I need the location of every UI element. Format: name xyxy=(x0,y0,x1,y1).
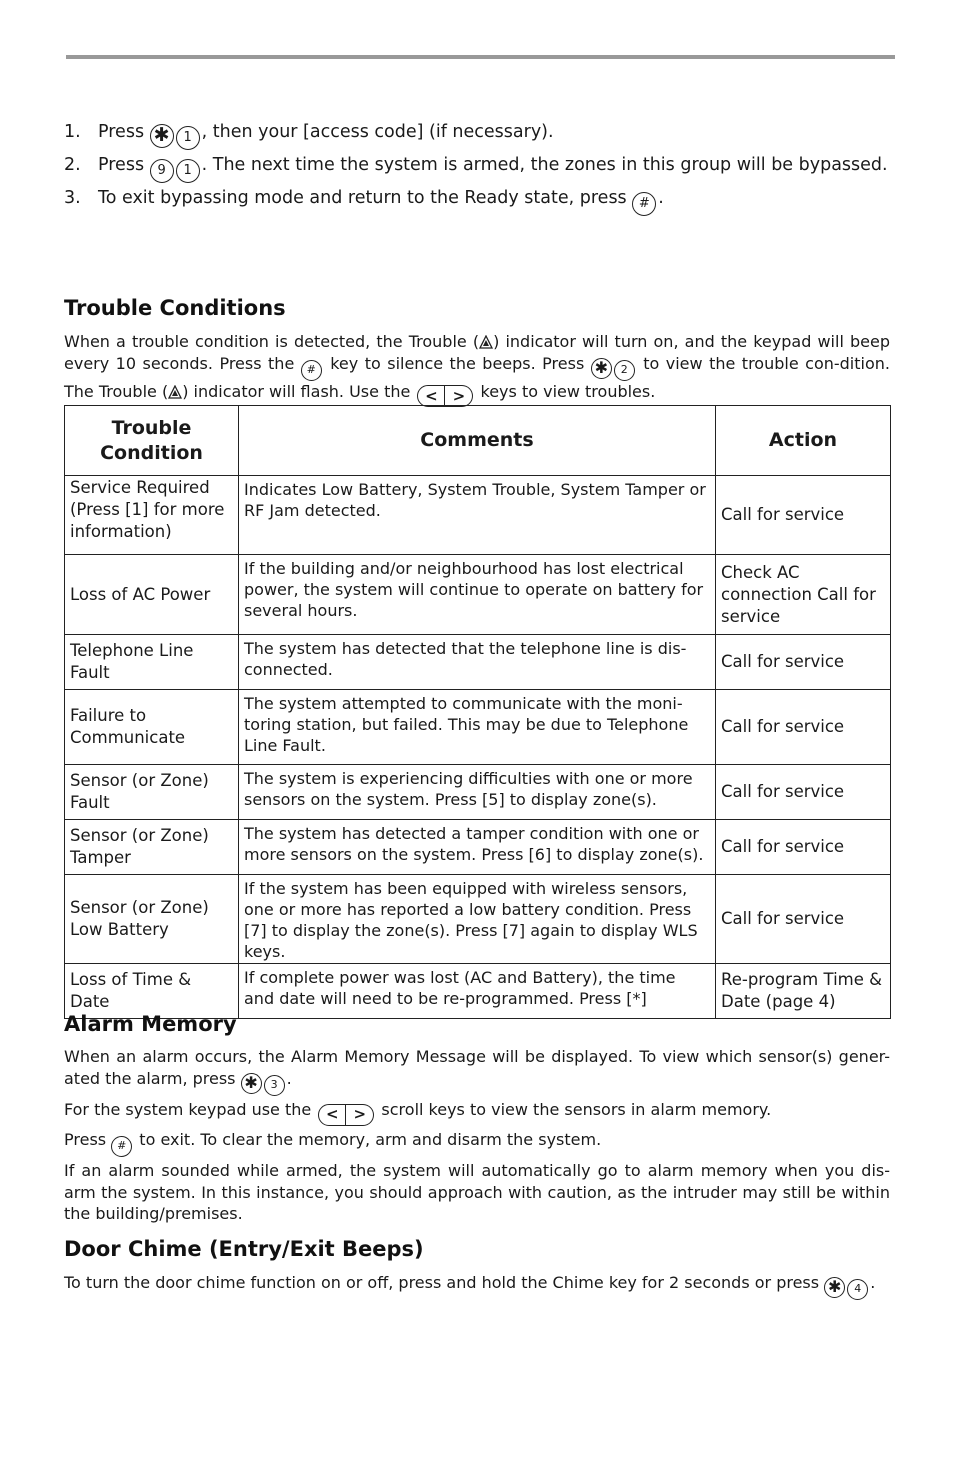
table-row xyxy=(65,555,891,635)
trouble-triangle-icon xyxy=(168,385,182,399)
text: key to silence the beeps. Press xyxy=(330,353,585,373)
table-header-row xyxy=(65,406,891,476)
right-arrow-key-icon: > xyxy=(445,385,473,407)
comment-cell: The system has detected that the telephone line is dis-connected. xyxy=(239,635,716,690)
action-cell: Call for service xyxy=(716,875,891,964)
hash-key-icon: # xyxy=(632,192,656,216)
right-arrow-key-icon: > xyxy=(346,1104,374,1126)
bypass-steps xyxy=(64,118,894,217)
text: scroll keys to view the sensors in alarm memory. xyxy=(381,1100,772,1119)
key-1-icon: 1 xyxy=(176,126,200,150)
step-text: . xyxy=(658,188,664,208)
step-3 xyxy=(64,184,894,217)
action-cell: Re-program Time & Date (page 4) xyxy=(716,964,891,1019)
scroll-keys xyxy=(318,1104,374,1126)
text: For the system keypad use the xyxy=(64,1100,312,1119)
text: to exit. To clear the memory, arm and disarm the system. xyxy=(139,1130,602,1149)
key-3-icon: 3 xyxy=(264,1075,285,1096)
star-key-icon: ✱ xyxy=(241,1073,262,1094)
star-key-icon: ✱ xyxy=(824,1277,845,1298)
chime-paragraph xyxy=(64,1272,890,1300)
step-text: Press xyxy=(98,155,145,175)
trouble-conditions-heading: Trouble Conditions xyxy=(64,296,286,320)
text: ) indicator will flash. Use the xyxy=(182,381,411,401)
step-text: . The next time the system is armed, the zones in this group will be bypassed. xyxy=(201,155,888,175)
text: . xyxy=(870,1273,876,1292)
key-4-icon: 4 xyxy=(847,1279,868,1300)
condition-cell: Loss of Time & Date xyxy=(65,964,239,1019)
left-arrow-key-icon: < xyxy=(417,385,445,407)
column-header-action: Action xyxy=(716,406,891,476)
step-text: , then your [access code] (if necessary). xyxy=(201,122,554,142)
condition-cell: Sensor (or Zone) Low Battery xyxy=(65,875,239,964)
step-text: Press xyxy=(98,122,145,142)
table-row xyxy=(65,875,891,964)
alarm-memory-heading: Alarm Memory xyxy=(64,1012,237,1036)
table-row xyxy=(65,690,891,765)
trouble-table xyxy=(64,405,891,1019)
hash-key-icon: # xyxy=(111,1136,132,1157)
comment-cell: If complete power was lost (AC and Battery), the time and date will need to be re-programmed. Press [*] xyxy=(239,964,716,1019)
comment-cell: The system has detected a tamper condition with one or more sensors on the system. Press [6] to display zone(s). xyxy=(239,820,716,875)
table-row xyxy=(65,765,891,820)
action-cell: Call for service xyxy=(716,820,891,875)
action-cell: Call for service xyxy=(716,635,891,690)
key-1-icon: 1 xyxy=(176,159,200,183)
key-9-icon: 9 xyxy=(150,159,174,183)
table-row xyxy=(65,964,891,1019)
alarm-paragraph-3 xyxy=(64,1129,890,1157)
condition-cell: Sensor (or Zone) Tamper xyxy=(65,820,239,875)
step-number: 2. xyxy=(64,155,81,175)
text: to view the trouble con-dition. The Trouble ( xyxy=(64,353,890,401)
comment-cell: If the system has been equipped with wireless sensors, one or more has reported a low battery condition. Press [7] to display the zone(s). Press [7] again to display WLS keys. xyxy=(239,875,716,964)
alarm-paragraph-4: If an alarm sounded while armed, the system will automatically go to alarm memory when you dis-arm the system. In this instance, you should approach with caution, as the intruder may still be within the building/premises. xyxy=(64,1161,890,1223)
table-row xyxy=(65,635,891,690)
comment-cell: The system is experiencing difficulties with one or more sensors on the system. Press [5] to display zone(s). xyxy=(239,765,716,820)
scroll-keys xyxy=(417,385,473,407)
alarm-paragraph-2 xyxy=(64,1099,890,1126)
key-2-icon: 2 xyxy=(614,360,635,381)
condition-cell: Service Required (Press [1] for more information) xyxy=(65,476,239,555)
action-cell: Check AC connection Call for service xyxy=(716,555,891,635)
comment-cell: Indicates Low Battery, System Trouble, System Tamper or RF Jam detected. xyxy=(239,476,716,555)
hash-key-icon: # xyxy=(301,360,322,381)
star-key-icon: ✱ xyxy=(150,124,174,148)
star-key-icon: ✱ xyxy=(591,358,612,379)
condition-cell: Loss of AC Power xyxy=(65,555,239,635)
trouble-triangle-icon xyxy=(479,335,493,349)
text: keys to view troubles. xyxy=(480,381,656,401)
column-header-condition: Trouble Condition xyxy=(65,406,239,476)
step-number: 1. xyxy=(64,122,81,142)
step-1 xyxy=(64,118,894,151)
step-number: 3. xyxy=(64,188,81,208)
comment-cell: If the building and/or neighbourhood has lost electrical power, the system will continue to operate on battery for several hours. xyxy=(239,555,716,635)
alarm-paragraph-1 xyxy=(64,1046,890,1096)
condition-cell: Telephone Line Fault xyxy=(65,635,239,690)
top-rule xyxy=(66,55,895,59)
text: Press xyxy=(64,1130,107,1149)
text: ) indicator will turn on, and the keypad will beep every 10 seconds. Press the xyxy=(64,332,891,373)
text: When a trouble condition is detected, the Trouble ( xyxy=(64,332,480,351)
text: To turn the door chime function on or off, press and hold the Chime key for 2 seconds or press xyxy=(64,1273,820,1292)
text: When an alarm occurs, the Alarm Memory Message will be displayed. To view which sensor(s) gener-ated the alarm, press xyxy=(64,1047,890,1088)
column-header-comments: Comments xyxy=(239,406,716,476)
door-chime-heading: Door Chime (Entry/Exit Beeps) xyxy=(64,1237,424,1261)
step-text: To exit bypassing mode and return to the Ready state, press xyxy=(98,188,627,208)
text: . xyxy=(286,1068,292,1088)
action-cell: Call for service xyxy=(716,476,891,555)
step-2 xyxy=(64,151,894,184)
condition-cell: Failure to Communicate xyxy=(65,690,239,765)
action-cell: Call for service xyxy=(716,690,891,765)
action-cell: Call for service xyxy=(716,765,891,820)
left-arrow-key-icon: < xyxy=(318,1104,346,1126)
table-row xyxy=(65,476,891,555)
trouble-intro xyxy=(64,331,890,407)
table-row xyxy=(65,820,891,875)
condition-cell: Sensor (or Zone) Fault xyxy=(65,765,239,820)
comment-cell: The system attempted to communicate with the moni-toring station, but failed. This may be due to Telephone Line Fault. xyxy=(239,690,716,765)
